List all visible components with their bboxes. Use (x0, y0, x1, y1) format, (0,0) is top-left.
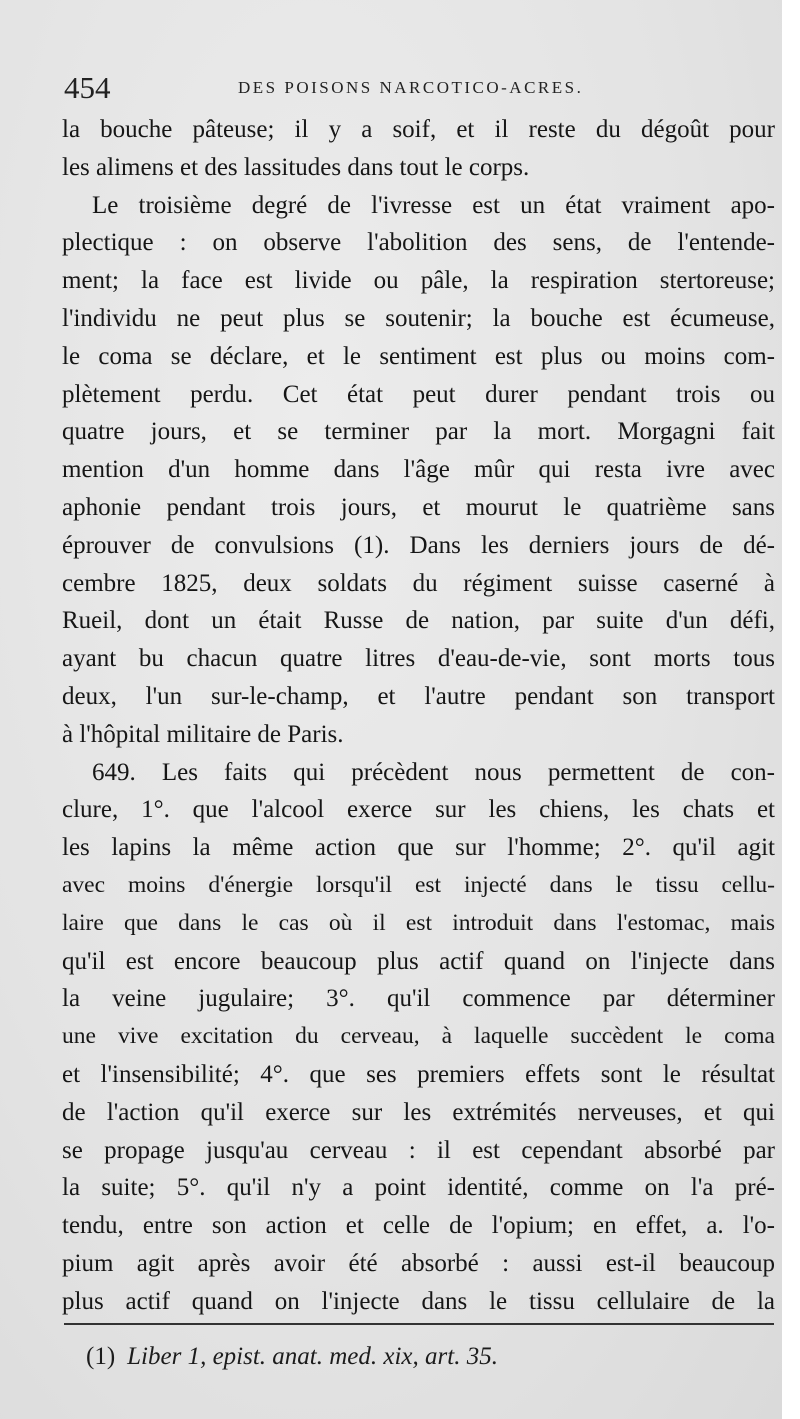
footnote-text: Liber 1, epist. anat. med. xix, art. 35. (127, 1343, 498, 1370)
text-line: qu'il est encore beaucoup plus actif quand on l'injecte dans (62, 947, 775, 975)
page-edge (782, 0, 800, 1419)
text-line: les alimens et des lassitudes dans tout le corps. (62, 153, 530, 181)
text-line: se propage jusqu'au cerveau : il est cependant absorbé par (62, 1136, 775, 1164)
text-line: la veine jugulaire; 3°. qu'il commence par déterminer (62, 985, 775, 1013)
text-line: l'individu ne peut plus se soutenir; la bouche est écumeuse, (62, 304, 775, 332)
text-line: cembre 1825, deux soldats du régiment suisse caserné à (62, 569, 775, 597)
footnote-marker: (1) (86, 1343, 116, 1370)
text-line: plectique : on observe l'abolition des sens, de l'entende- (62, 229, 775, 257)
text-line: laire que dans le cas où il est introduit dans l'estomac, mais (62, 909, 775, 936)
body-text (62, 111, 775, 1321)
text-line: pium agit après avoir été absorbé : aussi est-il beaucoup (62, 1249, 775, 1277)
text-line: tendu, entre son action et celle de l'opium; en effet, a. l'o- (62, 1212, 775, 1240)
text-line: le coma se déclare, et le sentiment est plus ou moins com- (62, 342, 775, 370)
text-line: 649. Les faits qui précèdent nous permettent de con- (92, 758, 775, 786)
page-number: 454 (64, 70, 111, 105)
text-line: Rueil, dont un était Russe de nation, par suite d'un défi, (62, 607, 775, 635)
footnote-divider (64, 1323, 774, 1325)
text-line: une vive excitation du cerveau, à laquelle succèdent le coma (62, 1023, 775, 1050)
footnote (86, 1343, 498, 1371)
text-line: aphonie pendant trois jours, et mourut le quatrième sans (62, 493, 775, 521)
text-line: ayant bu chacun quatre litres d'eau-de-vie, sont morts tous (62, 645, 775, 673)
running-head (64, 70, 764, 110)
text-line: ment; la face est livide ou pâle, la respiration stertoreuse; (62, 267, 775, 295)
text-line: mention d'un homme dans l'âge mûr qui resta ivre avec (62, 456, 775, 484)
text-line: quatre jours, et se terminer par la mort. Morgagni fait (62, 418, 775, 446)
text-line: plètement perdu. Cet état peut durer pendant trois ou (62, 380, 775, 408)
text-line: deux, l'un sur-le-champ, et l'autre pendant son transport (62, 682, 775, 710)
text-line: les lapins la même action que sur l'homme; 2°. qu'il agit (62, 834, 775, 862)
running-title: DES POISONS NARCOTICO-ACRES. (238, 78, 584, 97)
text-line: éprouver de convulsions (1). Dans les derniers jours de dé- (62, 531, 775, 559)
text-line: clure, 1°. que l'alcool exerce sur les chiens, les chats et (62, 796, 775, 824)
text-line: Le troisième degré de l'ivresse est un état vraiment apo- (92, 191, 775, 219)
text-line: et l'insensibilité; 4°. que ses premiers effets sont le résultat (62, 1060, 775, 1088)
text-line: avec moins d'énergie lorsqu'il est injecté dans le tissu cellu- (62, 871, 775, 898)
text-line: la bouche pâteuse; il y a soif, et il reste du dégoût pour (62, 116, 775, 143)
text-line: plus actif quand on l'injecte dans le tissu cellulaire de la (62, 1287, 775, 1315)
text-line: la suite; 5°. qu'il n'y a point identité, comme on l'a pré- (62, 1174, 775, 1202)
text-line: de l'action qu'il exerce sur les extrémités nerveuses, et qui (62, 1098, 775, 1126)
text-line: à l'hôpital militaire de Paris. (62, 720, 344, 748)
